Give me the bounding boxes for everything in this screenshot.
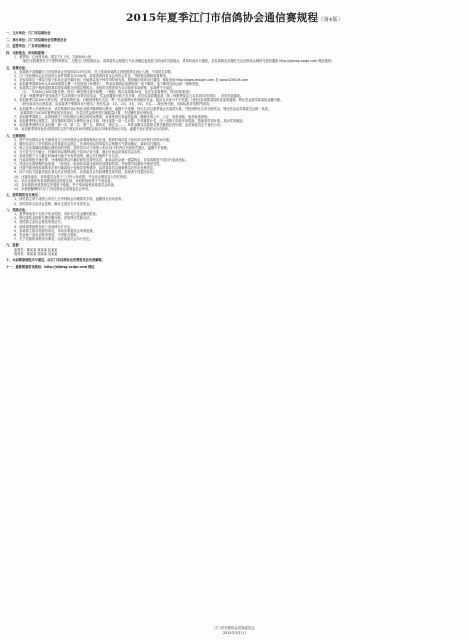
body-line: 参赛鸽须于2015年夏季赛前完成登记，各名次奖金按有效归巢数量计算，不足额时按比例发放。 <box>20 110 156 115</box>
section-heading: 七、获奖鸽的有关规定： <box>6 193 42 198</box>
body-line: 监督员：陈某某 黄某某 赵某某 <box>14 247 58 252</box>
version-label: （第4版） <box>318 17 344 23</box>
body-line: 3、获奖鸽主由协会颁发荣誉证书。 <box>14 220 64 225</box>
body-line: 2、获奖鸽须交由协会复核，确认无误后方可发放奖金。 <box>14 201 93 206</box>
body-line: 在某一场夏季赛中获得前若干名次的鸽子可获对应奖金，奖金设置按分段方式计算，详见奖项设置条款（第二场夏季赛及五名奖项另有安排），详见竞赛通知。 <box>20 94 244 99</box>
body-line: 7、关于奖励的其他未尽事宜，由竞赛委员会另行决定。 <box>14 236 93 241</box>
body-line: （1）、凡500元/100羽报名费，每羽一律交纳比赛手续费，（例如：购买参赛鸽10羽，本次交参赛费用，每羽同时收取） <box>20 90 193 95</box>
body-line: 7、对违反比赛规程的参赛者，一经查实，取消其本届比赛所有成绩和奖项，并视情节轻重给予相应处罚。 <box>14 162 163 167</box>
body-line: 10、参加夏季赛有登录成绩的鸽主须于规定时间内到指定地点办理成绩登记手续，逾期不登记者视为自动放弃。 <box>14 126 172 131</box>
body-line: 9、因不可抗力因素导致比赛无法正常进行时，竞赛委员会有权调整比赛安排，参赛者不得提出异议。 <box>14 170 157 175</box>
body-line: 4、参加夏季赛鸽500元/100羽的报名费（不包括电子环费用），每羽参赛鸽必须使用统一电子脚环，电子脚环由协会统一采购发放。 <box>14 81 202 86</box>
section-heading: 十、本届赛事规程未尽事宜，由江门市信鸽协会竞赛委员会负责解释。 <box>6 258 105 263</box>
body-line: 6、比赛成绩按分速计算，分速相同者以归巢时间先后排列名次，距离由协会统一测量核定，各参赛鸽舍不得自行更改坐标。 <box>14 158 189 163</box>
body-line: 1、夏季赛：江西省永新，暂定7月上旬，空距400公里 <box>14 54 92 59</box>
document-title <box>6 10 463 25</box>
body-line: （如因飞鸽遇恶劣天气等特殊情况，上报江门市信鸽协会，竞赛委员会根据天气状况确定更改放飞时间或司放地点，具体时间另行通知，各参赛鸽友应随时关注信鸽协会网站与短信通知 http://jdjmsg.xxige.com 网站通知） <box>20 58 334 63</box>
body-line: 2、裁判员由江门市信鸽协会竞赛委员会指定，比赛时间由竞赛委员会根据天气情况确定，赛前另行通知。 <box>14 141 163 146</box>
body-line: 12、各参赛鸽舍须按规定安装电子踏板，并于赛前接受竞赛委员会检查。 <box>14 182 117 187</box>
document-footer <box>0 626 469 636</box>
section-heading: 九、监督： <box>6 243 22 248</box>
section-heading: 四、司放地点、时间和距离： <box>6 50 48 55</box>
body-line: 2、特比赛奖金按报名费总额分配，详见特比奖励办法。 <box>14 216 93 221</box>
document-body <box>6 31 463 269</box>
body-line: 2、江门市信鸽协会会员及符合条件的鸽友均可参赛，参赛者须持有本会有效会员证，并按规定缴纳参赛费用。 <box>14 73 170 78</box>
footer-organization: 江门市信鸽协会竞赛委员会 <box>214 626 255 630</box>
body-line: 5、参加夏季1羽/100元特比赛，获得前特比赛，对照获得相关名次，每一名参赛鸽可获得相应奖金，超出名次部分不予奖励；凡特比参赛鸽须同时参加普通赛，特比奖金按实际收取金额分配。 <box>14 98 284 103</box>
body-line: 11、本次比赛所有参赛鸽须经过防疫注射，未经防疫的鸽子不得参赛。 <box>14 178 114 183</box>
body-line: 1、参赛鸽子须佩戴江门市信鸽协会发放的2015年足环，在上笼前参赛鸽主须按照规定登记入册，不得冒名顶替。 <box>14 69 174 74</box>
body-line: 1、夏季赛前若干名给予奖金奖励，具体名次及金额见附表。 <box>14 212 99 217</box>
section-heading: 六、比赛规则： <box>6 133 29 138</box>
section-heading: 三、监管单位：广东省信鸽协会 <box>6 44 51 49</box>
body-line: 3、鸽主在参赛期间须服从裁判员的安排，如有异议可于成绩公布后24小时内以书面形式提出，逾期不予受理。 <box>14 145 170 150</box>
body-line: 1、获奖鸽主须于成绩公布后七日内到协会办理领奖手续，逾期视为自动放弃。 <box>14 197 125 202</box>
body-line: （特比赛项为自愿参加，由参赛者于集鸽时自行报名）特比奖金：1名、2名、3名、4名、5名……按比例分配，具体标准详见附件说明。 <box>20 102 212 107</box>
body-line: 9、本届夏季赛特比奖金设置：第一名、第二名、第三名、第四名、第五名……，具体金额以实际报名费总额按比例分配，由竞赛委员会于赛后公布。 <box>14 122 224 127</box>
body-line: 5、参赛鸽主如对奖励有异议，可向竞赛委员会申请复核。 <box>14 228 96 233</box>
body-line: 6、奖金统一由协会财务发放，不得私自领取。 <box>14 232 80 237</box>
body-line: 4、当天放飞当天截止，归巢时间以鸽钟或电子扣环记录为准，截止时间由竞赛委员会宣布。 <box>14 149 144 154</box>
body-line: 1、按中华信鸽协会有关规则及江门市信鸽协会竞赛规程执行比赛，报到时间以电子扣环或计时钟打印时间为准。 <box>14 137 173 142</box>
body-line: 8、比赛中如发现参赛鸽非正常归巢或电子设备异常等情况，由竞赛委员会调查核实后作出处理决定。 <box>14 166 157 171</box>
section-heading: 五、参赛办法： <box>6 65 29 70</box>
section-heading: 十一、最新赛事资讯网站：http://jdjmsg.xxige.com 网址 <box>6 264 95 269</box>
body-line: 13、本规程解释权归江门市信鸽协会竞赛委员会所有。 <box>14 186 92 191</box>
title-text: 2015年夏季江门市信鸽协会通信赛规程 <box>125 12 319 24</box>
body-line: 8、参加夏季特比赛鸽主，须在集鸽时同时办理特比登记手续，特比赛按一羽一名计算，不得重复计奖，同一羽鸽子如获多项奖励，按最高奖项计算，其余奖项顺延。 <box>14 118 246 123</box>
body-line: 裁判员：林某某 周某某 吴某某 <box>14 251 58 256</box>
body-line: 3、各参赛单位一律实行电子扣环记录归巢时间，归巢鸽以电子钟打印时间为准，报到截止时间另行通知，网址查询 http://www.jmxgxh.com 及 www.029019.com <box>14 77 249 82</box>
body-line: 6、参加夏季公开赛特比者，须在集鸽时登记特比羽数并缴纳特比费用，逾期不予受理。特比名次以夏季赛正式成绩为准，并按照特比名单分配奖金，特比奖金由竞赛委员会统一发放。 <box>14 106 272 111</box>
footer-date: 2015年3月1日 <box>222 631 247 635</box>
body-line: 5、参赛鸽主须于集鸽前按要求将参赛鸽交到指定集鸽点，未按时交鸽者视为自动放弃参赛资格，参赛费不予退还。 <box>14 86 176 91</box>
body-line: 4、团体成绩按鸽舍前三羽成绩合计评定。 <box>14 224 74 229</box>
body-line: 7、参加夏季赛鸽主，必须按照江门市信鸽协会规定的时间集鸽，参赛者须自觉接受监督，确保比赛公平、公正，如有违规，取消参赛资格。 <box>14 114 211 119</box>
body-line: 5、参赛信鸽于当天截止时间前归巢方为有效成绩，截止后归巢的不计名次。 <box>14 154 122 159</box>
section-heading: 一、主办单位：江门市信鸽协会 <box>6 31 51 35</box>
section-heading: 二、承办单位：江门市信鸽协会竞赛委员会 <box>6 37 67 42</box>
body-line: 10、比赛结束后，竞赛委员会将于三日内公布成绩，并在协会网站及公告栏张贴。 <box>14 174 130 179</box>
section-heading: 八、奖励办法： <box>6 208 29 213</box>
